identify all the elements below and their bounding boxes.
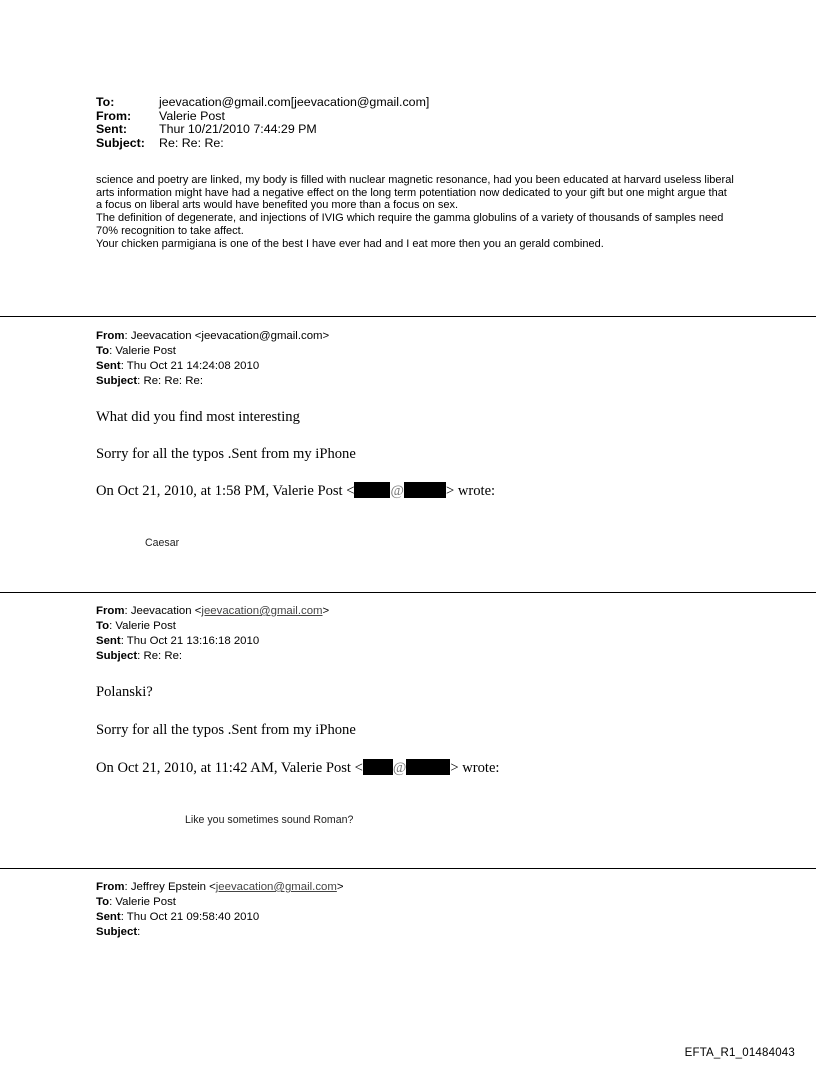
- email3-subject-label: Subject: [96, 650, 138, 662]
- email4-subject-row: [96, 925, 344, 940]
- email4-to-label: To: [96, 896, 110, 908]
- email1-body-paragraph: Your chicken parmigiana is one of the best I have ever had and I eat more then you an gerald combined.: [96, 237, 604, 250]
- email4-sent-label: Sent: [96, 911, 121, 923]
- email4-to-value: : Valerie Post: [109, 896, 176, 908]
- email3-header: [96, 604, 329, 664]
- divider: [0, 592, 816, 593]
- email4-from-link[interactable]: jeevacation@gmail.com: [215, 881, 337, 893]
- divider: [0, 868, 816, 869]
- divider: [0, 316, 816, 317]
- email3-from-label: From: [96, 605, 125, 617]
- email2-to-value: : Valerie Post: [109, 345, 176, 357]
- email3-at-sign: @: [392, 760, 407, 776]
- email2-sent-label: Sent: [96, 360, 121, 372]
- email4-sent-value: : Thu Oct 21 09:58:40 2010: [120, 911, 260, 923]
- email3-wrote-prefix: On Oct 21, 2010, at 11:42 AM, Valerie Post <: [96, 760, 363, 776]
- email4-header: [96, 880, 344, 940]
- email3-sent-value: : Thu Oct 21 13:16:18 2010: [120, 635, 260, 647]
- email4-from-prefix: : Jeffrey Epstein <: [124, 881, 216, 893]
- email1-sent-row: [96, 123, 429, 137]
- email1-to-value: jeevacation@gmail.com[jeevacation@gmail.com]: [159, 95, 430, 109]
- email2-wrote-prefix: On Oct 21, 2010, at 1:58 PM, Valerie Post <: [96, 483, 355, 499]
- email3-to-value: : Valerie Post: [109, 620, 176, 632]
- email2-subject-label: Subject: [96, 375, 138, 387]
- email1-body-paragraph: The definition of degenerate, and injections of IVIG which require the gamma globulins of a variety of thousands of samples need 70% recognition to take affect.: [96, 212, 724, 237]
- email2-to-row: [96, 344, 329, 359]
- email1-subject-value: Re: Re: Re:: [159, 135, 224, 150]
- email2-line1: What did you find most interesting: [96, 409, 300, 425]
- email4-to-row: [96, 895, 344, 910]
- email1-sent-label: Sent:: [96, 122, 127, 136]
- email1-from-value: Valerie Post: [159, 108, 225, 123]
- email4-from-suffix: >: [336, 881, 344, 893]
- email1-to-label: To:: [96, 95, 115, 109]
- email2-to-label: To: [96, 345, 110, 357]
- email1-from-row: [96, 110, 429, 124]
- email4-sent-row: [96, 910, 344, 925]
- document-id: EFTA_R1_01484043: [684, 1047, 795, 1059]
- email1-body-paragraph: science and poetry are linked, my body is filled with nuclear magnetic resonance, had you been educated at harvard useless liberal arts information might have had a negative effect on the long term potentiation now dedicated to your gift but one might argue that a focus on liberal arts would have benefited you more than a focus on sex.: [96, 174, 734, 212]
- email3-sent-row: [96, 634, 329, 649]
- email1-sent-value: Thur 10/21/2010 7:44:29 PM: [159, 122, 317, 136]
- email3-quote: Like you sometimes sound Roman?: [185, 814, 354, 826]
- email1-from-label: From:: [96, 108, 132, 123]
- redaction-box: [404, 482, 446, 498]
- email1-body: [96, 174, 736, 250]
- email2-subject-row: [96, 374, 329, 389]
- email3-line1: Polanski?: [96, 684, 153, 700]
- email2-from-value: : Jeevacation <jeevacation@gmail.com>: [124, 330, 330, 342]
- email4-subject-label: Subject: [96, 926, 138, 938]
- email2-from-row: [96, 329, 329, 344]
- email1-subject-row: [96, 137, 429, 151]
- email1-subject-label: Subject:: [96, 135, 145, 150]
- email3-from-row: [96, 604, 329, 619]
- email3-wrote-line: [96, 759, 499, 777]
- redaction-box: [406, 759, 450, 775]
- email2-header: [96, 329, 329, 389]
- email1-header: [96, 96, 429, 150]
- email3-line2: Sorry for all the typos .Sent from my iPhone: [96, 722, 356, 738]
- email2-line2: Sorry for all the typos .Sent from my iPhone: [96, 446, 356, 462]
- email2-from-label: From: [96, 330, 125, 342]
- email2-subject-value: : Re: Re: Re:: [137, 375, 203, 387]
- email2-quote: Caesar: [145, 537, 180, 549]
- email4-from-row: [96, 880, 344, 895]
- email2-wrote-line: [96, 482, 495, 500]
- email3-wrote-suffix: > wrote:: [450, 760, 500, 776]
- redaction-box: [363, 759, 393, 775]
- email2-sent-value: : Thu Oct 21 14:24:08 2010: [120, 360, 260, 372]
- email3-from-link[interactable]: jeevacation@gmail.com: [201, 605, 323, 617]
- email3-to-label: To: [96, 620, 110, 632]
- email1-to-row: [96, 96, 429, 110]
- email3-subject-value: : Re: Re:: [137, 650, 183, 662]
- email3-subject-row: [96, 649, 329, 664]
- email4-subject-value: :: [137, 926, 141, 938]
- email2-sent-row: [96, 359, 329, 374]
- email3-from-prefix: : Jeevacation <: [124, 605, 202, 617]
- redaction-box: [354, 482, 390, 498]
- email3-sent-label: Sent: [96, 635, 121, 647]
- email2-at-sign: @: [390, 483, 404, 499]
- email3-to-row: [96, 619, 329, 634]
- email3-from-suffix: >: [322, 605, 330, 617]
- email2-wrote-suffix: > wrote:: [445, 483, 496, 499]
- email4-from-label: From: [96, 881, 125, 893]
